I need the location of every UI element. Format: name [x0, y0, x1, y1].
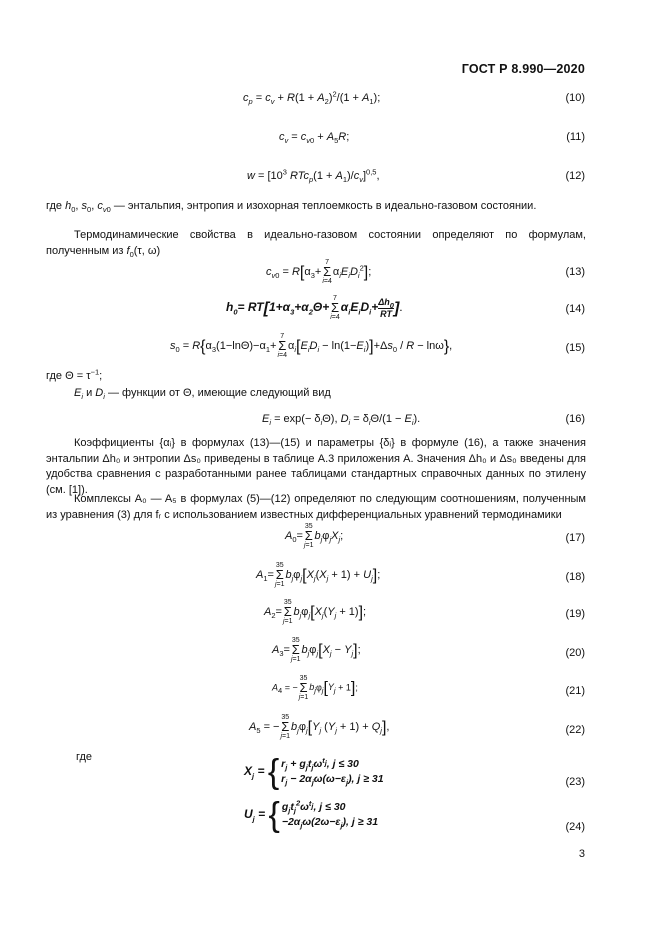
- formula-21: $A_4 = -35$ Σ $j=1b_j\varphi_j[Y_j + 1]$;: [272, 675, 358, 701]
- equation-number-19: (19): [565, 608, 585, 620]
- formula-22: $A_5 = -35$ Σ $j=1b_j\varphi_j[Y_j$ $(Y_j + 1) + Q_j$],: [249, 714, 390, 740]
- ei-di-text: — функции от Θ, имеющие следующий вид: [104, 387, 331, 399]
- formula-12: $w = [10^3$ $RTc_p(1 + A_1)/c_v]^{0,5}$,: [247, 167, 380, 185]
- formula-23: $X_j$ = { $r_j + g_jt_j\omega^{t_j}$, j ≤ 30 $r_j - 2\alpha_j\omega(\omega-\varepsilon_j)$, j ≥ 31: [244, 753, 384, 791]
- equation-number-13: (13): [565, 266, 585, 278]
- equation-number-21: (21): [565, 685, 585, 697]
- thermo-intro-text: Термодинамические свойства в идеально-газовом состоянии определяют по формулам, полученным из: [46, 229, 586, 257]
- formula-15: $s_0 = R\{\alpha_3(1-\ln\Theta)-\alpha_1+7$ Σ $i=4\alpha_i[E_iD_i - \ln(1-E_i)]+\Delta s_0 / R - \ln\omega$},: [170, 333, 453, 359]
- formula-11: $c_v = c_{v0} + A_5R$;: [279, 131, 350, 146]
- ei-di-paragraph: $E_i$ и $D_i$ — функции от Θ, имеющие следующий вид: [74, 387, 331, 402]
- equation-number-20: (20): [565, 647, 585, 659]
- equation-number-12: (12): [565, 170, 585, 182]
- complexes-paragraph: Комплексы A₀ — A₅ в формулах (5)—(12) определяют по следующим соотношениям, полученным из уравнения (3) для fᵣ с использованием известных дифференциальных уравнений термодинамики: [46, 493, 586, 521]
- where-h0-paragraph: где $h_0$, $s_0$, $c_{v0}$ — энтальпия, энтропия и изохорная теплоемкость в идеально-газовом состоянии.: [46, 200, 537, 215]
- formula-24: $U_j$ = { $g_jt_j^2\omega^{t_j}$, j ≤ 30 $-2\alpha_j\omega(2\omega-\varepsilon_j)$, j ≥ 31: [244, 796, 379, 834]
- equation-number-24: (24): [565, 821, 585, 833]
- where-theta-text: где Θ = τ: [46, 370, 91, 382]
- thermo-intro-tail: (τ, ω): [133, 244, 161, 257]
- equation-number-22: (22): [565, 724, 585, 736]
- page-number: 3: [578, 848, 585, 860]
- document-header: ГОСТ Р 8.990—2020: [461, 62, 585, 76]
- formula-18: $A_1=35$ Σ $j=1b_j\varphi_j[X_j(X_j + 1) + U_j]$;: [256, 562, 381, 588]
- equation-number-14: (14): [565, 303, 585, 315]
- thermo-intro-paragraph: Термодинамические свойства в идеально-газовом состоянии определяют по формулам, полученным из $f_0(\tau$, ω): [46, 229, 586, 259]
- formula-14: $h_0= RT[1+\alpha_3+\alpha_2\Theta+7$ Σ $i=4\alpha_iE_iD_i+$ $\frac{\Delta h_0}{RT}$ ].: [226, 295, 403, 321]
- equation-number-10: (10): [565, 92, 585, 104]
- formula-20: $A_3=35$ Σ $j=1b_j\varphi_j[X_j - Y_j]$;: [272, 637, 361, 663]
- equation-number-18: (18): [565, 571, 585, 583]
- formula-10: $c_p = c_v + R(1 + A_2)^2/(1 + A_1)$;: [243, 89, 381, 107]
- equation-number-17: (17): [565, 532, 585, 544]
- formula-16: $E_i = \exp(- \delta_i\Theta)$, $D_i = \delta_i\Theta/(1 - E_i)$.: [262, 413, 421, 428]
- coefficients-paragraph: Коэффициенты {αᵢ} в формулах (13)—(15) и параметры {δᵢ} в формуле (16), а также значения энтальпии Δh₀ и энтропии Δs₀ приведены в таблице А.3 приложения А. Значения Δh₀ и Δs₀ введены для удобства сравнения с разработанными ранее таблицами стандартных справочных данных по этилену (см. [1]).: [46, 437, 586, 496]
- where-h0-text: — энтальпия, энтропия и изохорная теплоемкость в идеально-газовом состоянии.: [110, 200, 537, 212]
- equation-number-16: (16): [565, 413, 585, 425]
- equation-number-11: (11): [566, 131, 585, 143]
- where-theta-paragraph: где $\Theta = \tau^{-1}$;: [46, 367, 103, 382]
- formula-13: $c_{v0} = R[\alpha_3+7$ Σ $i=4\alpha_iE_iD_i^2$];: [266, 259, 372, 285]
- equation-number-23: (23): [565, 776, 585, 788]
- equation-number-15: (15): [565, 342, 585, 354]
- formula-19: $A_2=35$ Σ $j=1b_j\varphi_j[X_j(Y_j + 1)]$;: [264, 599, 367, 625]
- where-label: где: [76, 751, 93, 763]
- formula-17: $A_0=35$ Σ $j=1b_j\varphi_jX_j$;: [285, 523, 344, 549]
